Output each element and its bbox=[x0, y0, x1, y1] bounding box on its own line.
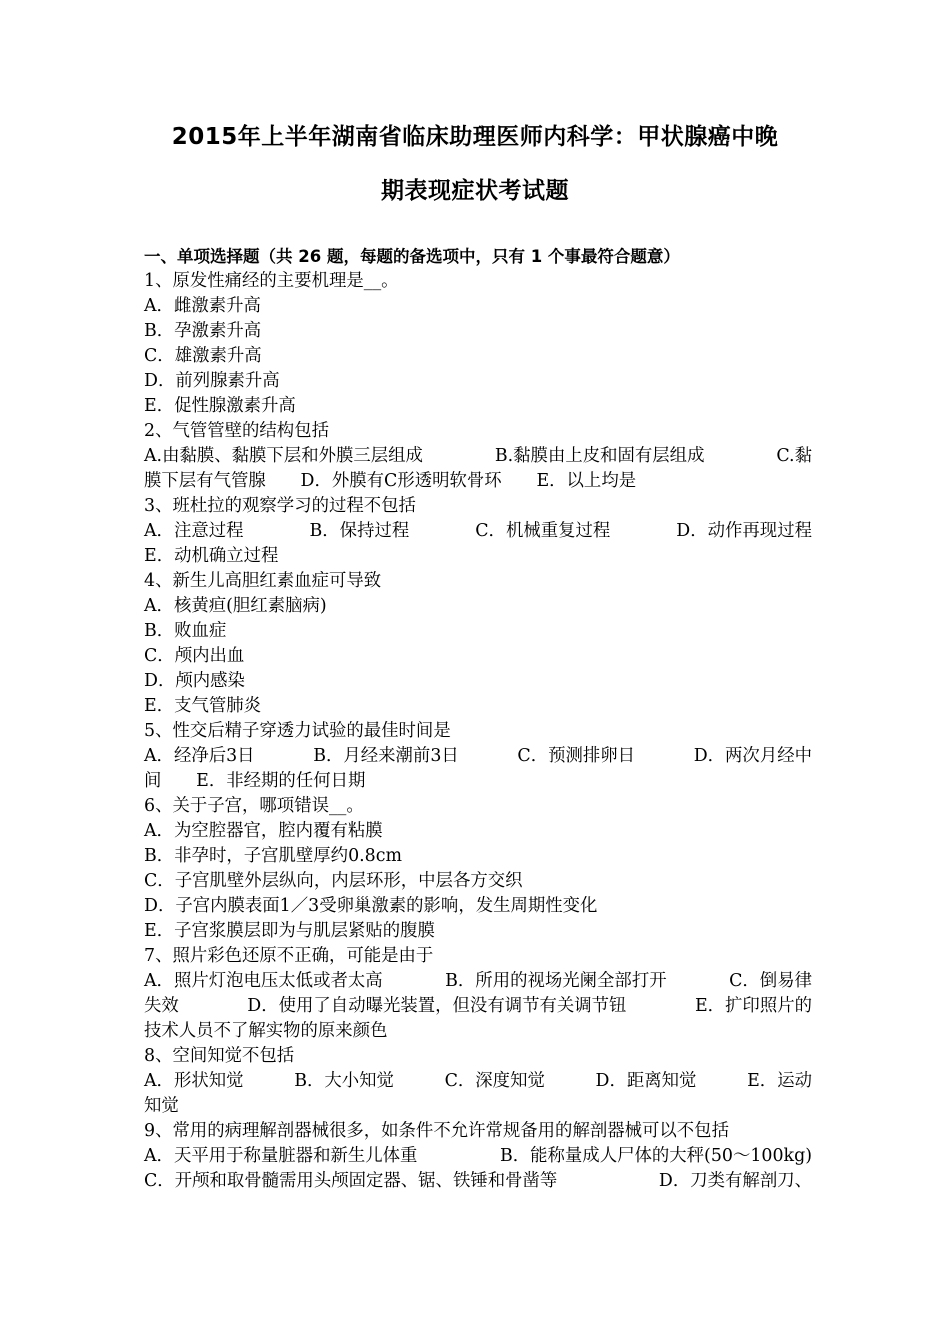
text-line bbox=[144, 744, 812, 769]
text-segment: A．形状知觉 bbox=[144, 1071, 244, 1091]
text-segment: 6、关于子宫，哪项错误__。 bbox=[144, 796, 364, 816]
text-segment: D．刀类有解剖刀、 bbox=[658, 1171, 812, 1191]
text-segment: C．颅内出血 bbox=[144, 646, 245, 666]
text-segment: E．支气管肺炎 bbox=[144, 696, 262, 716]
text-line bbox=[144, 719, 812, 744]
text-segment: B．所用的视场光阑全部打开 bbox=[445, 971, 667, 991]
text-segment: B．能称量成人尸体的大秤(50～100kg) bbox=[499, 1146, 812, 1166]
text-line bbox=[144, 819, 812, 844]
text-line bbox=[144, 419, 812, 444]
text-segment: B．孕激素升高 bbox=[144, 321, 262, 341]
text-line bbox=[144, 644, 812, 669]
text-segment: D．距离知觉 bbox=[595, 1071, 697, 1091]
text-segment: 膜下层有气管腺 D．外膜有C形透明软骨环 E．以上均是 bbox=[144, 471, 637, 491]
text-line bbox=[144, 1119, 812, 1144]
text-segment: A．天平用于称量脏器和新生儿体重 bbox=[144, 1146, 418, 1166]
text-line bbox=[144, 994, 812, 1019]
text-line bbox=[144, 944, 812, 969]
text-segment: C．机械重复过程 bbox=[475, 521, 611, 541]
text-line bbox=[144, 1019, 812, 1044]
section-heading: 一、单项选择题（共 26 题，每题的备选项中，只有 1 个事最符合题意） bbox=[144, 247, 680, 266]
text-segment: A．经净后3日 bbox=[144, 746, 255, 766]
text-line bbox=[144, 1094, 812, 1119]
text-segment: A.由黏膜、黏膜下层和外膜三层组成 bbox=[144, 446, 423, 466]
text-line bbox=[144, 894, 812, 919]
text-line bbox=[144, 544, 812, 569]
text-segment: E．扩印照片的 bbox=[694, 996, 812, 1016]
text-line bbox=[144, 969, 812, 994]
text-segment: 8、空间知觉不包括 bbox=[144, 1046, 295, 1066]
text-segment: D．子宫内膜表面1／3受卵巢激素的影响，发生周期性变化 bbox=[144, 896, 598, 916]
text-segment: 1、原发性痛经的主要机理是__。 bbox=[144, 271, 399, 291]
text-segment: 失效 bbox=[144, 996, 179, 1016]
text-segment: 5、性交后精子穿透力试验的最佳时间是 bbox=[144, 721, 451, 741]
text-line bbox=[144, 369, 812, 394]
text-segment: A．照片灯泡电压太低或者太高 bbox=[144, 971, 383, 991]
text-segment: B．大小知觉 bbox=[294, 1071, 394, 1091]
text-line bbox=[144, 594, 812, 619]
text-segment: C．开颅和取骨髓需用头颅固定器、锯、铁锤和骨凿等 bbox=[144, 1171, 558, 1191]
text-line bbox=[144, 269, 812, 294]
text-segment: 2、气管管壁的结构包括 bbox=[144, 421, 329, 441]
text-segment: E．动机确立过程 bbox=[144, 546, 279, 566]
text-line bbox=[144, 844, 812, 869]
text-line bbox=[144, 569, 812, 594]
text-segment: C．深度知觉 bbox=[444, 1071, 545, 1091]
text-segment: 3、班杜拉的观察学习的过程不包括 bbox=[144, 496, 416, 516]
text-segment: 9、常用的病理解剖器械很多，如条件不允许常规备用的解剖器械可以不包括 bbox=[144, 1121, 729, 1141]
text-line bbox=[144, 394, 812, 419]
text-segment: A．注意过程 bbox=[144, 521, 244, 541]
text-line bbox=[144, 344, 812, 369]
text-line bbox=[144, 444, 812, 469]
text-line bbox=[144, 494, 812, 519]
text-segment: B．败血症 bbox=[144, 621, 227, 641]
text-line bbox=[144, 519, 812, 544]
text-segment: 4、新生儿高胆红素血症可导致 bbox=[144, 571, 382, 591]
text-segment: A．为空腔器官，腔内覆有粘膜 bbox=[144, 821, 383, 841]
text-line bbox=[144, 919, 812, 944]
text-segment: C．子宫肌壁外层纵向，内层环形，中层各方交织 bbox=[144, 871, 523, 891]
text-segment: C．雄激素升高 bbox=[144, 346, 262, 366]
text-segment: D．动作再现过程 bbox=[676, 521, 812, 541]
text-segment: B.黏膜由上皮和固有层组成 bbox=[494, 446, 705, 466]
text-segment: B．月经来潮前3日 bbox=[313, 746, 459, 766]
document-title-line-2: 期表现症状考试题 bbox=[381, 178, 569, 204]
text-segment: B．非孕时，子宫肌壁厚约0.8cm bbox=[144, 846, 402, 866]
text-segment: 技术人员不了解实物的原来颜色 bbox=[144, 1021, 388, 1041]
text-line bbox=[144, 1069, 812, 1094]
text-segment: D．颅内感染 bbox=[144, 671, 245, 691]
text-segment: D．前列腺素升高 bbox=[144, 371, 280, 391]
text-segment: A．核黄疸(胆红素脑病) bbox=[144, 596, 327, 616]
text-line bbox=[144, 1144, 812, 1169]
text-segment: E．子宫浆膜层即为与肌层紧贴的腹膜 bbox=[144, 921, 435, 941]
text-line bbox=[144, 294, 812, 319]
document-body bbox=[144, 244, 812, 1194]
document-title-line-1: 2015年上半年湖南省临床助理医师内科学：甲状腺癌中晚 bbox=[171, 124, 779, 150]
text-segment: C．预测排卵日 bbox=[517, 746, 636, 766]
text-line bbox=[144, 1169, 812, 1194]
text-line bbox=[144, 694, 812, 719]
text-segment: 7、照片彩色还原不正确，可能是由于 bbox=[144, 946, 434, 966]
text-line bbox=[144, 619, 812, 644]
text-segment: 知觉 bbox=[144, 1096, 179, 1116]
text-line bbox=[144, 669, 812, 694]
text-segment: E．促性腺激素升高 bbox=[144, 396, 296, 416]
text-line bbox=[144, 769, 812, 794]
text-line bbox=[144, 319, 812, 344]
text-segment: A．雌激素升高 bbox=[144, 296, 261, 316]
text-line bbox=[144, 869, 812, 894]
text-line bbox=[144, 469, 812, 494]
text-segment: B．保持过程 bbox=[309, 521, 410, 541]
text-segment: D．使用了自动曝光装置，但没有调节有关调节钮 bbox=[247, 996, 627, 1016]
text-segment: E．运动 bbox=[747, 1071, 812, 1091]
text-segment: D．两次月经中 bbox=[693, 746, 812, 766]
text-segment: C．倒易律 bbox=[729, 971, 812, 991]
text-line bbox=[144, 794, 812, 819]
text-segment: C.黏 bbox=[776, 446, 812, 466]
text-segment: 间 E．非经期的任何日期 bbox=[144, 771, 366, 791]
text-line bbox=[144, 1044, 812, 1069]
